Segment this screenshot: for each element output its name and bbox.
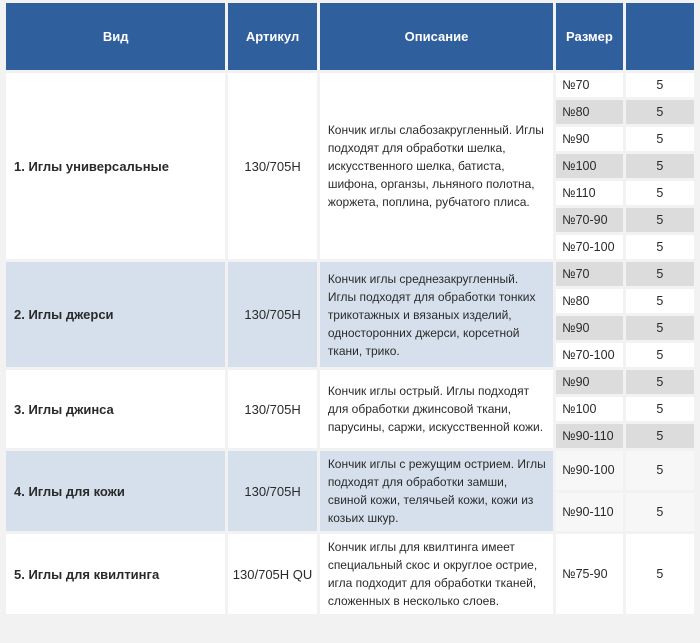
header-description: Описание [320, 3, 553, 70]
row-description: Кончик иглы для квилтинга имеет специальный скос и округлое острие, игла подходит для обработки тканей, сложенных в несколько слоев. [320, 534, 553, 614]
qty-cell: 5 [626, 73, 694, 97]
size-cell: №80 [556, 100, 622, 124]
row-description: Кончик иглы острый. Иглы подходят для обработки джинсовой ткани, парусины, саржи, искусственной кожи. [320, 370, 553, 448]
header-size: Размер [556, 3, 622, 70]
table-row [6, 73, 694, 97]
size-cell: №70-90 [556, 208, 622, 232]
qty-cell: 5 [626, 235, 694, 259]
row-article: 130/705H [228, 262, 317, 367]
qty-cell: 5 [626, 181, 694, 205]
qty-cell: 5 [626, 397, 694, 421]
size-cell: №80 [556, 289, 622, 313]
qty-cell: 5 [626, 208, 694, 232]
size-cell: №90-100 [556, 451, 622, 490]
table-row [6, 262, 694, 286]
row-article: 130/705H [228, 370, 317, 448]
qty-cell: 5 [626, 100, 694, 124]
header-qty [626, 3, 694, 70]
table-row [6, 370, 694, 394]
qty-cell: 5 [626, 289, 694, 313]
qty-cell: 5 [626, 370, 694, 394]
qty-cell: 5 [626, 424, 694, 448]
qty-cell: 5 [626, 127, 694, 151]
row-description: Кончик иглы с режущим острием. Иглы подходят для обработки замши, свиной кожи, телячьей кожи, кожи из козьих шкур. [320, 451, 553, 531]
row-kind: 2. Иглы джерси [6, 262, 225, 367]
qty-cell: 5 [626, 316, 694, 340]
size-cell: №90 [556, 370, 622, 394]
table-row [6, 534, 694, 614]
row-article: 130/705H [228, 451, 317, 531]
row-kind: 3. Иглы джинса [6, 370, 225, 448]
size-cell: №100 [556, 154, 622, 178]
qty-cell: 5 [626, 451, 694, 490]
qty-cell: 5 [626, 262, 694, 286]
size-cell: №75-90 [556, 534, 622, 614]
row-description: Кончик иглы среднезакругленный. Иглы подходят для обработки тонких трикотажных и вязаных изделий, односторонних джерси, корсетной ткани, трико. [320, 262, 553, 367]
size-cell: №100 [556, 397, 622, 421]
size-cell: №90-110 [556, 493, 622, 532]
size-cell: №70 [556, 73, 622, 97]
size-cell: №90 [556, 127, 622, 151]
table-row [6, 451, 694, 490]
size-cell: №90 [556, 316, 622, 340]
row-description: Кончик иглы слабозакругленный. Иглы подходят для обработки шелка, искусственного шелка, батиста, шифона, органзы, льняного полотна, жоржета, поплина, рубчатого плиса. [320, 73, 553, 259]
needles-table [3, 0, 697, 617]
table-header-row [6, 3, 694, 70]
row-kind: 1. Иглы универсальные [6, 73, 225, 259]
qty-cell: 5 [626, 154, 694, 178]
size-cell: №110 [556, 181, 622, 205]
size-cell: №70-100 [556, 235, 622, 259]
size-cell: №70 [556, 262, 622, 286]
qty-cell: 5 [626, 534, 694, 614]
qty-cell: 5 [626, 343, 694, 367]
header-article: Артикул [228, 3, 317, 70]
row-kind: 4. Иглы для кожи [6, 451, 225, 531]
row-article: 130/705H [228, 73, 317, 259]
row-article: 130/705H QU [228, 534, 317, 614]
size-cell: №90-110 [556, 424, 622, 448]
header-kind: Вид [6, 3, 225, 70]
qty-cell: 5 [626, 493, 694, 532]
row-kind: 5. Иглы для квилтинга [6, 534, 225, 614]
size-cell: №70-100 [556, 343, 622, 367]
